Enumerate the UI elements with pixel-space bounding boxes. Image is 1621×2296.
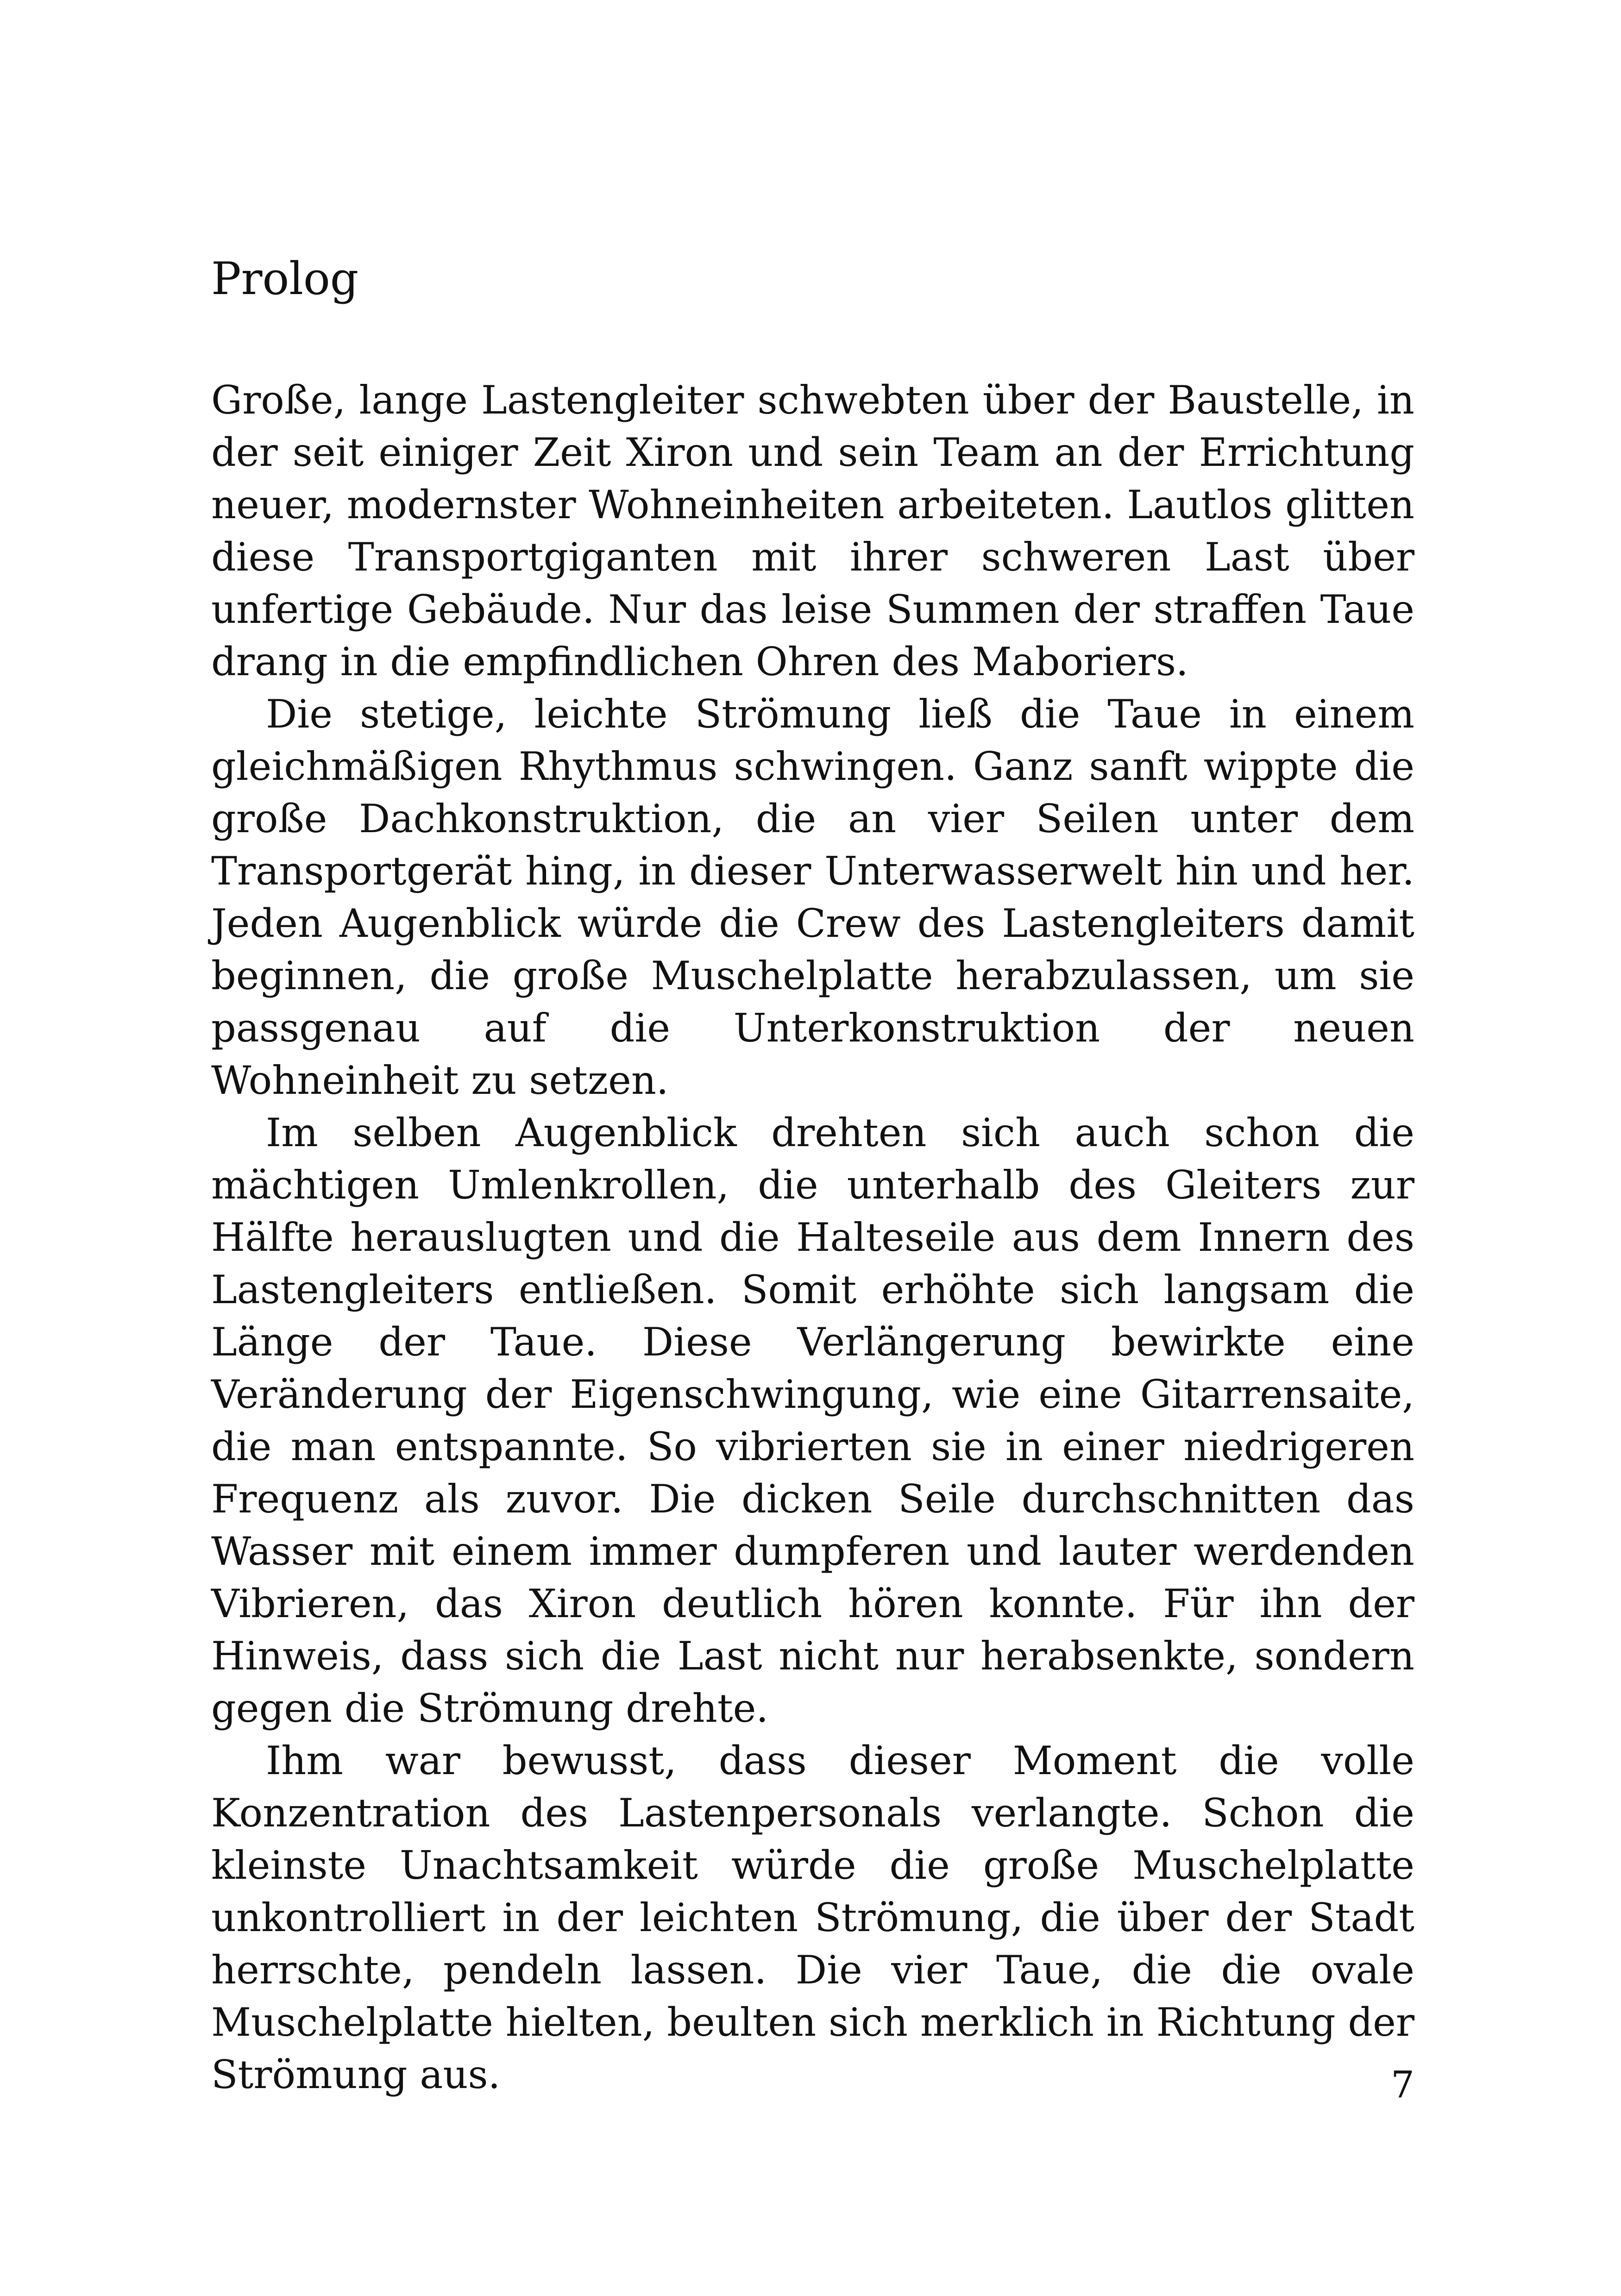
chapter-title: Prolog <box>211 253 359 305</box>
paragraph-2: Die stetige, leichte Strömung ließ die Taue in einem gleichmäßigen Rhythmus schwingen. Ganz sanft wippte die große Dachkonstruktion, die an vier Seilen unter dem Transportgerät hing, in dieser Unterwasserwelt hin und her. Jeden Augenblick würde die Crew des Lastengleiters damit beginnen, die große Muschelplatte herabzulassen, um sie passgenau auf die Unterkonstruktion der neuen Wohneinheit zu setzen. <box>211 691 1414 1103</box>
paragraph-3: Im selben Augenblick drehten sich auch schon die mächtigen Umlenkrollen, die unterhalb des Gleiters zur Hälfte herauslugten und die Halteseile aus dem Innern des Lastengleiters entließen. Somit erhöhte sich langsam die Länge der Taue. Diese Verlängerung bewirkte eine Veränderung der Eigenschwingung, wie eine Gitarrensaite, die man entspannte. So vibrierten sie in einer niedrigeren Frequenz als zuvor. Die dicken Seile durchschnitten das Wasser mit einem immer dumpferen und lauter werdenden Vibrieren, das Xiron deutlich hören konnte. Für ihn der Hinweis, dass sich die Last nicht nur herabsenkte, sondern gegen die Strömung drehte. <box>211 1110 1414 1731</box>
body-text <box>211 374 1414 2106</box>
paragraph-4: Ihm war bewusst, dass dieser Moment die volle Konzentration des Lastenpersonals verlangte. Schon die kleinste Unachtsamkeit würde die große Muschelplatte unkontrolliert in der leichten Strömung, die über der Stadt herrschte, pendeln lassen. Die vier Taue, die die ovale Muschelplatte hielten, beulten sich merklich in Richtung der Strömung aus. <box>211 1738 1414 2097</box>
paragraph-1: Große, lange Lastengleiter schwebten über der Baustelle, in der seit einiger Zeit Xiron und sein Team an der Errichtung neuer, modernster Wohneinheiten arbeiteten. Lautlos glitten diese Transportgiganten mit ihrer schweren Last über unfertige Gebäude. Nur das leise Summen der straffen Taue drang in die empfindlichen Ohren des Maboriers. <box>211 377 1414 684</box>
page-number: 7 <box>1391 2063 1414 2106</box>
